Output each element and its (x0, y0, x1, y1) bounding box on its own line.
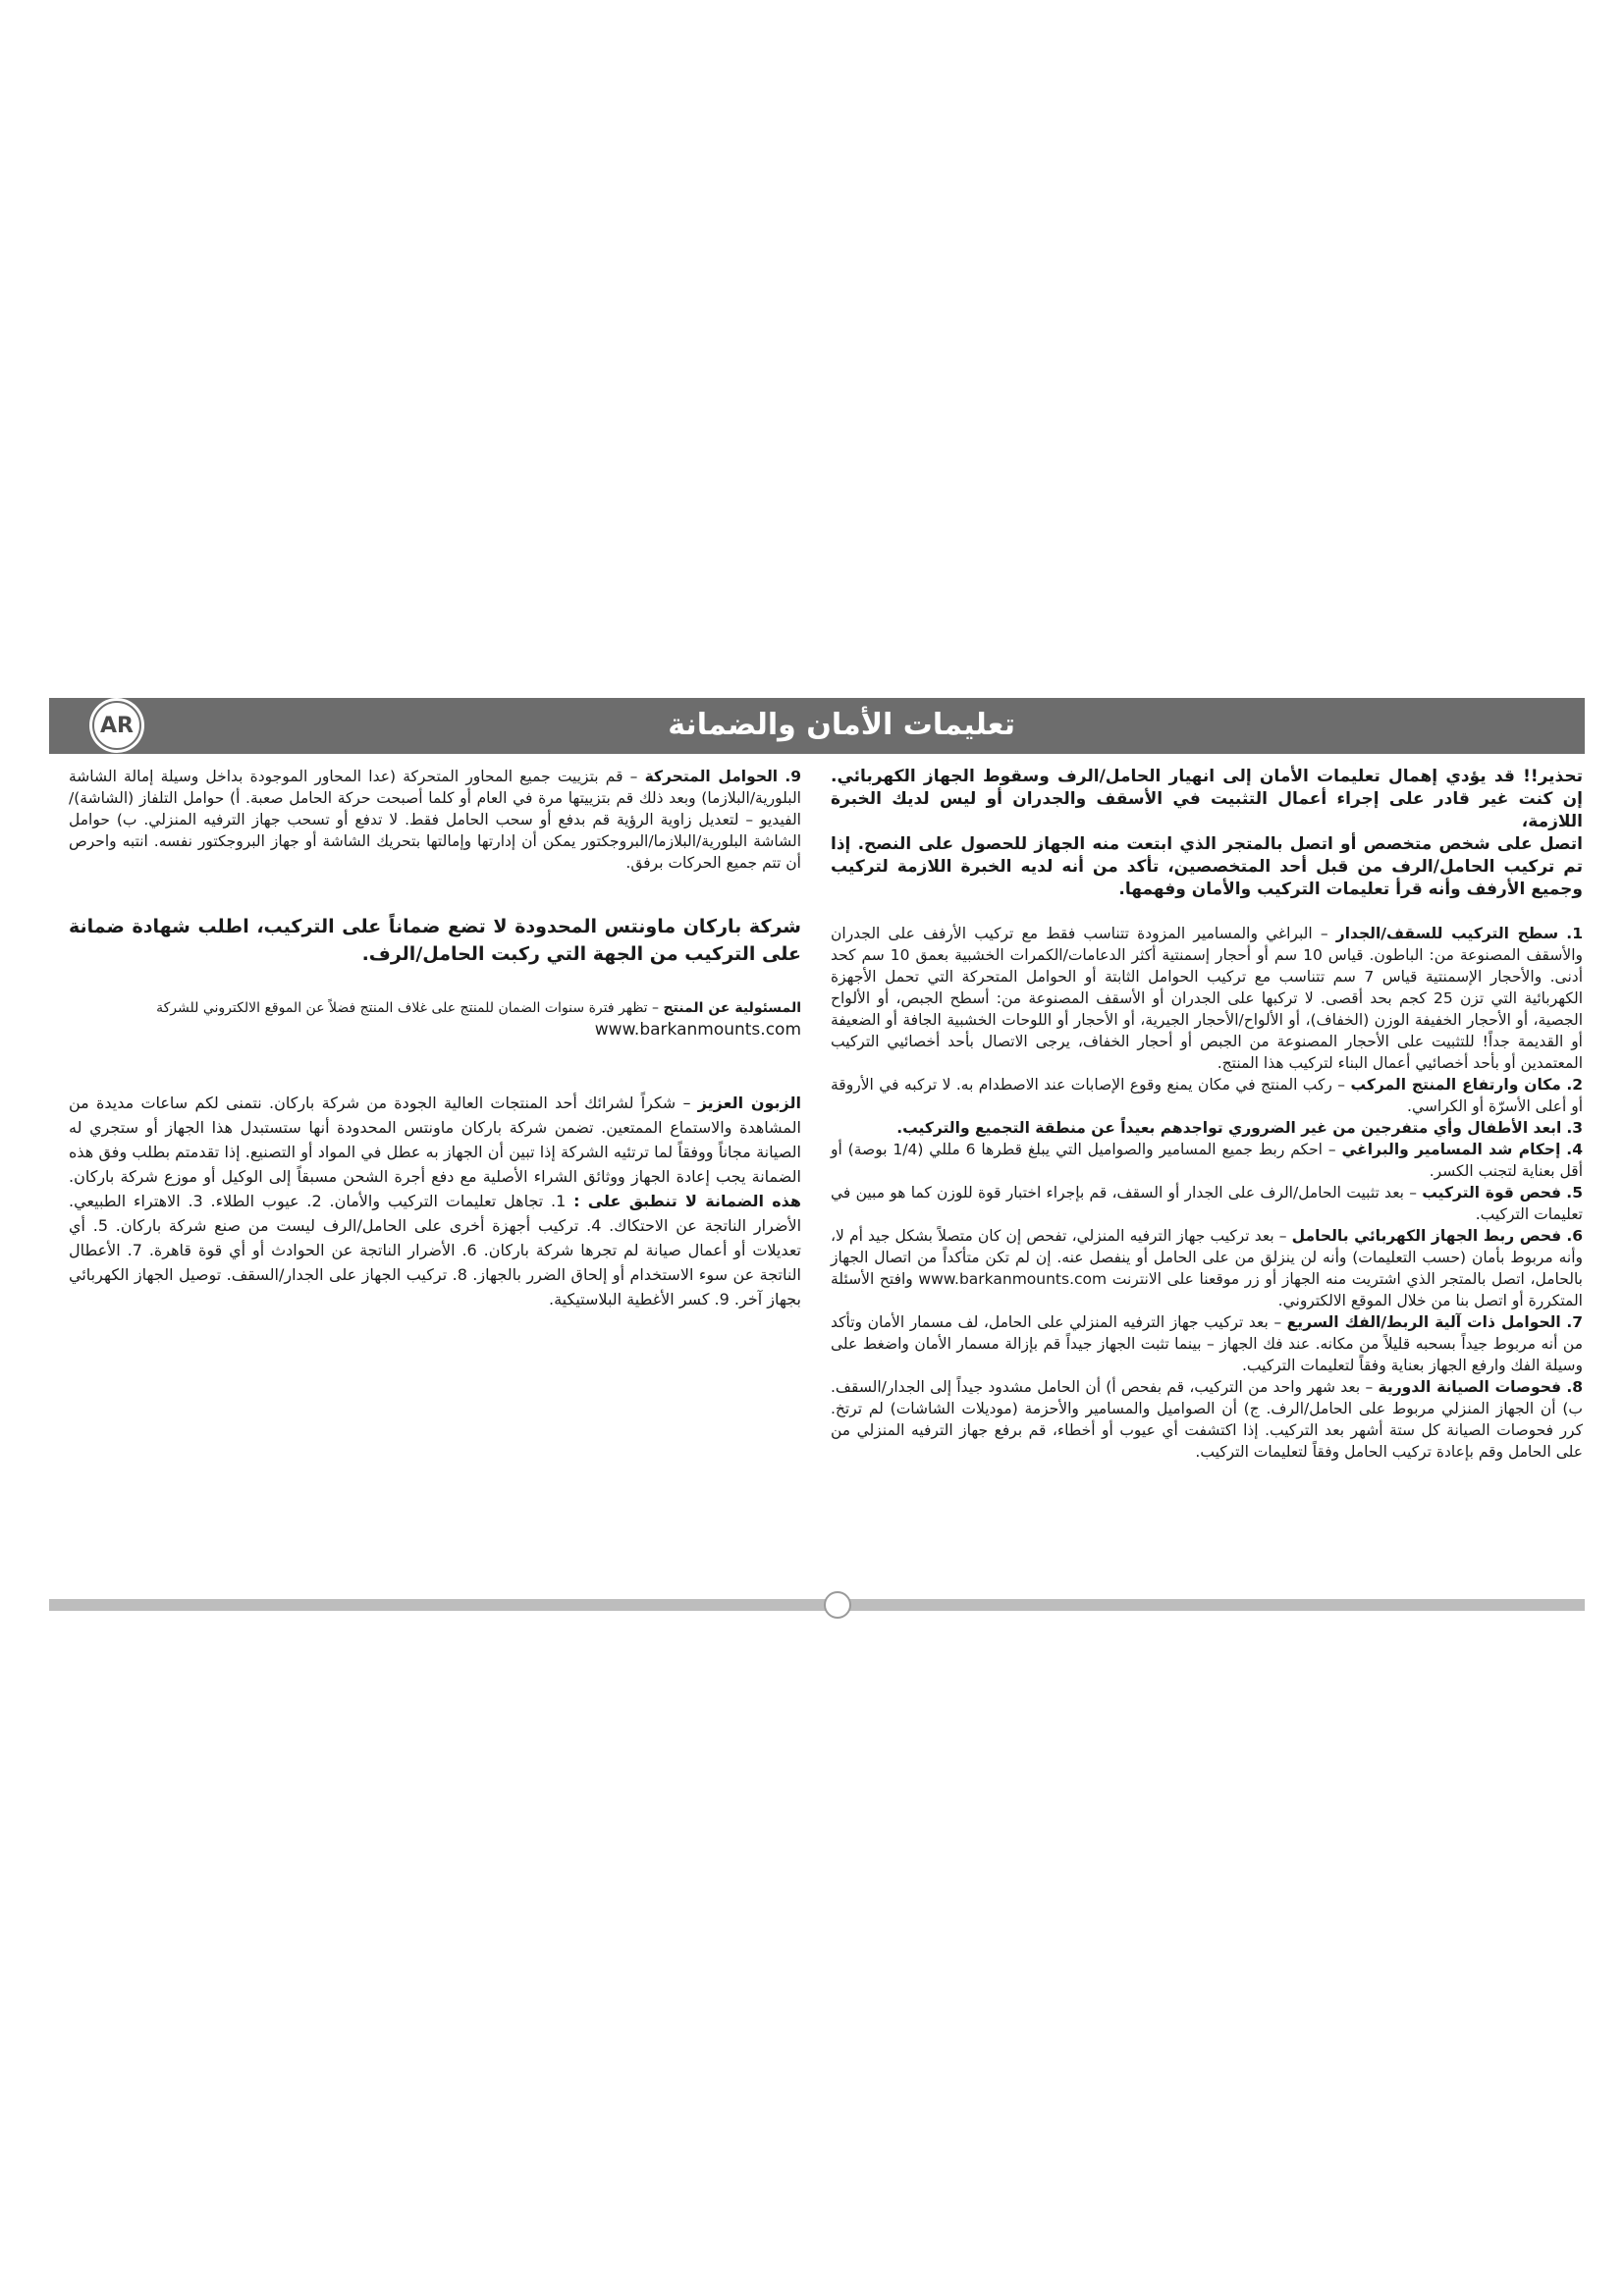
page-marker-circle (824, 1591, 851, 1619)
warning-line: اتصل على شخص متخصص أو اتصل بالمتجر الذي ابتعت منه الجهاز للحصول على النصح. إذا تم تركيب الحامل/الرف من قبل أحد المتخصصين، تأكد من أنه لديه الخبرة اللازمة لتركيب وجميع الأرفف وأنه قرأ تعليمات التركيب والأمان وفهمها. (831, 834, 1583, 899)
safety-item-5: 5. فحص قوة التركيب – بعد تثبيت الحامل/الرف على الجدار أو السقف، قم بإجراء اختبار قوة للوزن كما هو مبين في تعليمات التركيب. (831, 1184, 1583, 1223)
language-badge: AR (92, 701, 141, 750)
safety-item-2: 2. مكان وارتفاع المنتج المركب – ركب المنتج في مكان يمنع وقوع الإصابات عند الاصطدام به. لا تركبه في الأروقة أو أعلى الأسرّة أو الكراسي. (831, 1076, 1583, 1115)
warning-block (831, 766, 1583, 901)
website-url[interactable]: www.barkanmounts.com (594, 1020, 801, 1040)
safety-item-3: 3. ابعد الأطفال وأي متفرجين من غير الضروري تواجدهم بعيداً عن منطقة التجميع والتركيب. (896, 1119, 1583, 1137)
safety-item-7: 7. الحوامل ذات آلية الربط/الفك السريع – بعد تركيب جهاز الترفيه المنزلي على الحامل، لف مسمار الأمان وتأكد من أنه مربوط جيداً بسحبه قليلاً من مكانه. عند فك الجهاز – بينما تثبت الجهاز جيداً قم بإزالة مسمار الأمان واضغط على وسيلة الفك وارفع الجهاز بعناية وفقاً لتعليمات التركيب. (831, 1313, 1583, 1374)
customer-warranty-text: الزبون العزيز – شكراً لشرائك أحد المنتجات العالية الجودة من شركة باركان. نتمنى لكم ساعات مديدة من المشاهدة والاستماع الممتعين. تضمن شركة باركان ماونتس المحدودة أنها ستستبدل هذا الجهاز أو ستجري له الصيانة مجاناً ووفقاً لما ترتئيه الشركة إذا تبين أن الجهاز به عطل في المواد أو التصنيع. إذا تقدمتم بطلب وفق هذه الضمانة يجب إعادة الجهاز ووثائق الشراء الأصلية مع دفع أجرة الشحن مسبقاً إلى الوكيل أو موزع شركة باركان. هذه الضمانة لا تنطبق على : 1. تجاهل تعليمات التركيب والأمان. 2. عيوب الطلاء. 3. الاهتراء الطبيعي. الأضرار الناتجة عن الاحتكاك. 4. تركيب أجهزة أخرى على الحامل/الرف ليست من صنع شركة باركان. 5. أي تعديلات أو أعمال صيانة لم تجرها شركة باركان. 6. الأضرار الناتجة عن الحوادث أو أي قوة قاهرة. 7. الأعطال الناتجة عن سوء الاستخدام أو إلحاق الضرر بالجهاز. 8. تركيب الجهاز على الجدار/السقف. توصيل الجهاز الكهربائي بجهاز آخر. 9. كسر الأغطية البلاستيكية. (69, 1094, 802, 1308)
header-bar (49, 698, 1585, 754)
warranty-column (69, 766, 801, 1327)
safety-column (831, 766, 1583, 1463)
safety-item-6: 6. فحص ربط الجهاز الكهربائي بالحامل – بعد تركيب جهاز الترفيه المنزلي، تفحص إن كان متصلاً بشكل جيد أم لا، وأنه مربوط بأمان (حسب التعليمات) وأنه لن ينزلق من على الحامل أو ينفصل عنه. إن لم تكن متأكداً من اتصال الجهاز بالحامل، اتصل بالمتجر الذي اشتريت منه الجهاز أو زر موقعنا على الانترنت www.barkanmounts.com وافتح الأسئلة المتكررة أو اتصل بنا من خلال الموقع الالكتروني. (831, 1227, 1584, 1309)
warning-line: تحذير!! قد يؤدي إهمال تعليمات الأمان إلى انهيار الحامل/الرف وسقوط الجهاز الكهربائي. إن كنت غير قادر على إجراء أعمال التثبيت في الأسقف والجدران أو ليس لديك الخبرة اللازمة، (831, 767, 1583, 831)
page-title: تعليمات الأمان والضمانة (668, 708, 1015, 742)
safety-item-1: 1. سطح التركيب للسقف/الجدار – البراغي والمسامير المزودة تتناسب فقط مع تركيب الأرفف على الجدران والأسقف المصنوعة من: الباطون. قياس 10 سم أو أحجار إسمنتية أكثر الدعامات/الكمرات الخشبية بعمق 10 سم كحد أدنى. والأحجار الإسمنتية قياس 7 سم تتناسب مع تركيب الحوامل الثابتة أو الحوامل المتحركة التي تحمل الأجهزة الكهربائية التي تزن 25 كجم بحد أقصى. لا تركبها على الجدران أو الأسقف المصنوعة من: أسطح الجبص، أو الألواح الجصية، أو الأحجار الخفيفة الوزن (الخفاف)، أو الألواح/الأحجار الجيرية، أو الأحجار أو اللوحات الخشبية الجافة أو الضعيفة أو القديمة جداً! للتثبيت على الأحجار المصنوعة من الجبص أو أحجار الخفاف، يرجى الاتصال بأحد أخصائيي التركيب المعتمدين أو بأحد أخصائيي أعمال البناء لتركيب هذا المنتج. (831, 925, 1584, 1072)
footer-rule (49, 1599, 1585, 1611)
product-liability: المسئولية عن المنتج – تظهر فترة سنوات الضمان للمنتج على غلاف المنتج فضلاً عن الموقع الالكتروني للشركة www.barkanmounts.com (156, 1000, 801, 1040)
safety-item-4: 4. إحكام شد المسامير والبراغي – احكم ربط جميع المسامير والصواميل التي يبلغ قطرها 6 مللي (1/4 بوصة) أو أقل بعناية لتجنب الكسر. (831, 1141, 1583, 1180)
safety-item-9: 9. الحوامل المتحركة – قم بتزييت جميع المحاور المتحركة (عدا المحاور الموجودة بداخل وسيلة إمالة الشاشة البلورية/البلازما) وبعد ذلك قم بتزييتها مرة في العام أو كلما أصبحت حركة الحامل صعبة. أ) حوامل التلفاز (الشاشة)/الفيديو – لتعديل زاوية الرؤية قم بدفع أو سحب الحامل فقط. لا تدفع أو تسحب جهاز الترفيه المنزلي. ب) حوامل الشاشة البلورية/البلازما/البروجكتور يمكن أن إدارتها وإمالتها بتحريك الشاشة أو جهاز البروجكتور نفسه. انتبه واحرص أن تتم جميع الحركات برفق. (69, 768, 801, 872)
safety-item-8: 8. فحوصات الصيانة الدورية – بعد شهر واحد من التركيب، قم بفحص أ) أن الحامل مشدود جيداً إلى الجدار/السقف. ب) أن الجهاز المنزلي مربوط على الحامل/الرف. ج) أن الصواميل والمسامير والأحزمة (موديلات الشاشات) لم ترتخ. كرر فحوصات الصيانة كل ستة أشهر بعد التركيب. إذا اكتشفت أي عيوب أو أخطاء، قم برفع جهاز الترفيه المنزلي من على الحامل وقم بإعادة تركيب الحامل وفقاً لتعليمات التركيب. (831, 1378, 1583, 1461)
warranty-title: شركة باركان ماونتس المحدودة لا تضع ضماناً على التركيب، اطلب شهادة ضمانة على التركيب من الجهة التي ركبت الحامل/الرف. (69, 916, 801, 965)
